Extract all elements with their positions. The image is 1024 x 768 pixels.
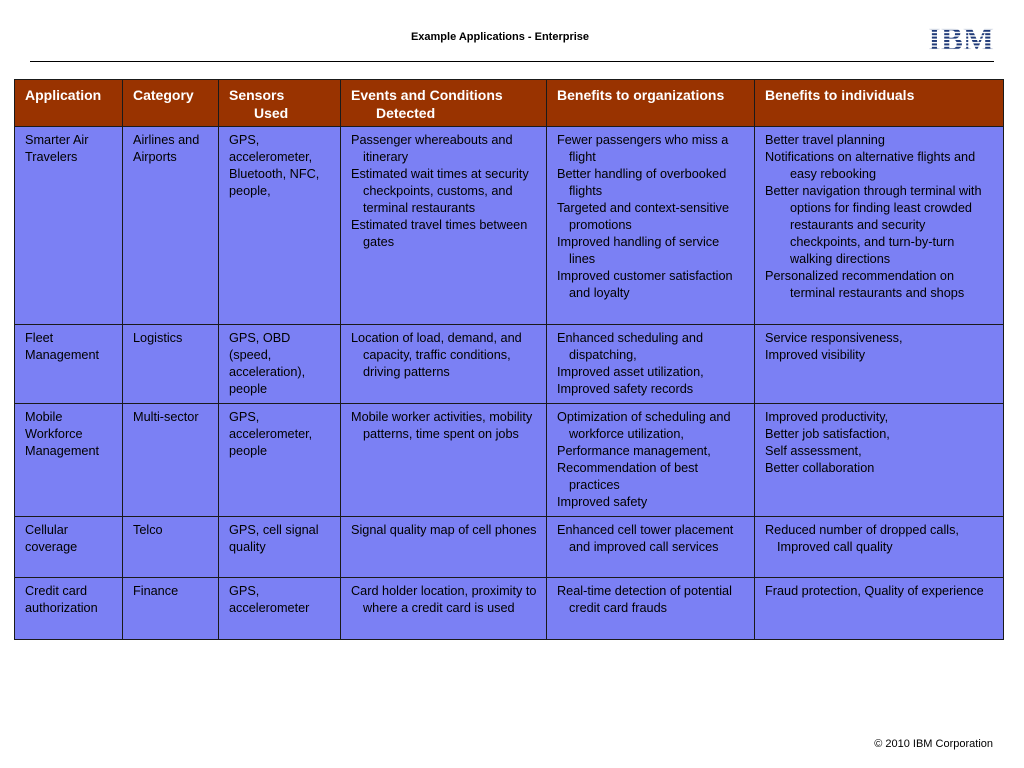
events-cell (341, 404, 547, 517)
list-item: Estimated wait times at security checkpoints, customs, and terminal restaurants (351, 167, 529, 215)
table-row (15, 404, 1004, 517)
list-item: Card holder location, proximity to where a credit card is used (351, 584, 537, 615)
list-item: Improved safety records (557, 382, 694, 396)
column-header (123, 80, 219, 127)
list-item: Fewer passengers who miss a flight (557, 133, 729, 164)
table-row (15, 578, 1004, 640)
org-benefits-cell (547, 325, 755, 404)
org-benefits-cell (547, 517, 755, 578)
list-item: Enhanced scheduling and dispatching, (557, 331, 704, 362)
org-benefits-cell (547, 578, 755, 640)
list-item: Better handling of overbooked flights (557, 167, 727, 198)
page-title: Example Applications - Enterprise (410, 31, 590, 43)
application-cell: Cellular coverage (15, 517, 123, 578)
list-item: Mobile worker activities, mobility patterns, time spent on jobs (351, 410, 533, 441)
list-item: Better job satisfaction, (765, 427, 890, 441)
sensors-cell: GPS, accelerometer, people (219, 404, 341, 517)
column-header (15, 80, 123, 127)
category-cell: Telco (123, 517, 219, 578)
list-item: Targeted and context-sensitive promotions (557, 201, 730, 232)
column-header-label: Application (25, 87, 102, 103)
table-header-row (15, 80, 1004, 127)
category-cell: Airlines and Airports (123, 127, 219, 325)
list-item: Improved visibility (765, 348, 866, 362)
category-cell: Finance (123, 578, 219, 640)
header-divider (30, 61, 994, 62)
list-item: Personalized recommendation on terminal restaurants and shops (765, 269, 965, 300)
ind-benefits-cell (755, 517, 1004, 578)
table-row (15, 127, 1004, 325)
ibm-logo (926, 23, 996, 53)
list-item: Signal quality map of cell phones (351, 523, 537, 537)
application-cell: Fleet Management (15, 325, 123, 404)
list-item: Improved asset utilization, (557, 365, 704, 379)
ind-benefits-cell (755, 127, 1004, 325)
column-header-label: Used (254, 105, 289, 121)
table-row (15, 325, 1004, 404)
events-cell (341, 325, 547, 404)
list-item: Performance management, (557, 444, 711, 458)
list-item: Improved customer satisfaction and loyalty (557, 269, 733, 300)
list-item: Improved safety (557, 495, 648, 509)
list-item: Fraud protection, Quality of experience (765, 584, 984, 598)
applications-table (14, 79, 1004, 640)
list-item: Notifications on alternative flights and easy rebooking (765, 150, 976, 181)
copyright-footer: © 2010 IBM Corporation (874, 738, 993, 750)
column-header-label: Benefits to organizations (557, 87, 725, 103)
column-header-label: Detected (376, 105, 436, 121)
application-cell: Smarter Air Travelers (15, 127, 123, 325)
list-item: Location of load, demand, and capacity, traffic conditions, driving patterns (351, 331, 522, 379)
table-body (15, 127, 1004, 640)
category-cell: Multi-sector (123, 404, 219, 517)
sensors-cell: GPS, cell signal quality (219, 517, 341, 578)
org-benefits-cell (547, 127, 755, 325)
column-header-label: Sensors (229, 87, 285, 103)
list-item: Service responsiveness, (765, 331, 903, 345)
list-item: Improved handling of service lines (557, 235, 720, 266)
list-item: Better navigation through terminal with options for finding least crowded restaurants and security checkpoints, and turn-by-turn walking directions (765, 184, 982, 266)
events-cell (341, 578, 547, 640)
ind-benefits-cell (755, 578, 1004, 640)
list-item: Enhanced cell tower placement and improved call services (557, 523, 734, 554)
application-cell: Mobile Workforce Management (15, 404, 123, 517)
ind-benefits-cell (755, 404, 1004, 517)
list-item: Better collaboration (765, 461, 875, 475)
column-header (755, 80, 1004, 127)
sensors-cell: GPS, accelerometer, Bluetooth, NFC, people, (219, 127, 341, 325)
list-item: Estimated travel times between gates (351, 218, 528, 249)
list-item: Better travel planning (765, 133, 885, 147)
column-header-label: Events and Conditions (351, 87, 503, 103)
events-cell (341, 517, 547, 578)
column-header (547, 80, 755, 127)
table-row (15, 517, 1004, 578)
column-header-label: Benefits to individuals (765, 87, 915, 103)
sensors-cell: GPS, OBD (speed, acceleration), people (219, 325, 341, 404)
list-item: Real-time detection of potential credit card frauds (557, 584, 732, 615)
column-header (341, 80, 547, 127)
column-header-label: Category (133, 87, 194, 103)
sensors-cell: GPS, accelerometer (219, 578, 341, 640)
org-benefits-cell (547, 404, 755, 517)
list-item: Reduced number of dropped calls, Improved call quality (765, 523, 959, 554)
list-item: Recommendation of best practices (557, 461, 699, 492)
events-cell (341, 127, 547, 325)
category-cell: Logistics (123, 325, 219, 404)
list-item: Optimization of scheduling and workforce utilization, (557, 410, 731, 441)
ind-benefits-cell (755, 325, 1004, 404)
list-item: Passenger whereabouts and itinerary (351, 133, 513, 164)
ibm-logo-text: IBM (928, 23, 994, 53)
list-item: Improved productivity, (765, 410, 889, 424)
column-header (219, 80, 341, 127)
application-cell: Credit card authorization (15, 578, 123, 640)
list-item: Self assessment, (765, 444, 862, 458)
